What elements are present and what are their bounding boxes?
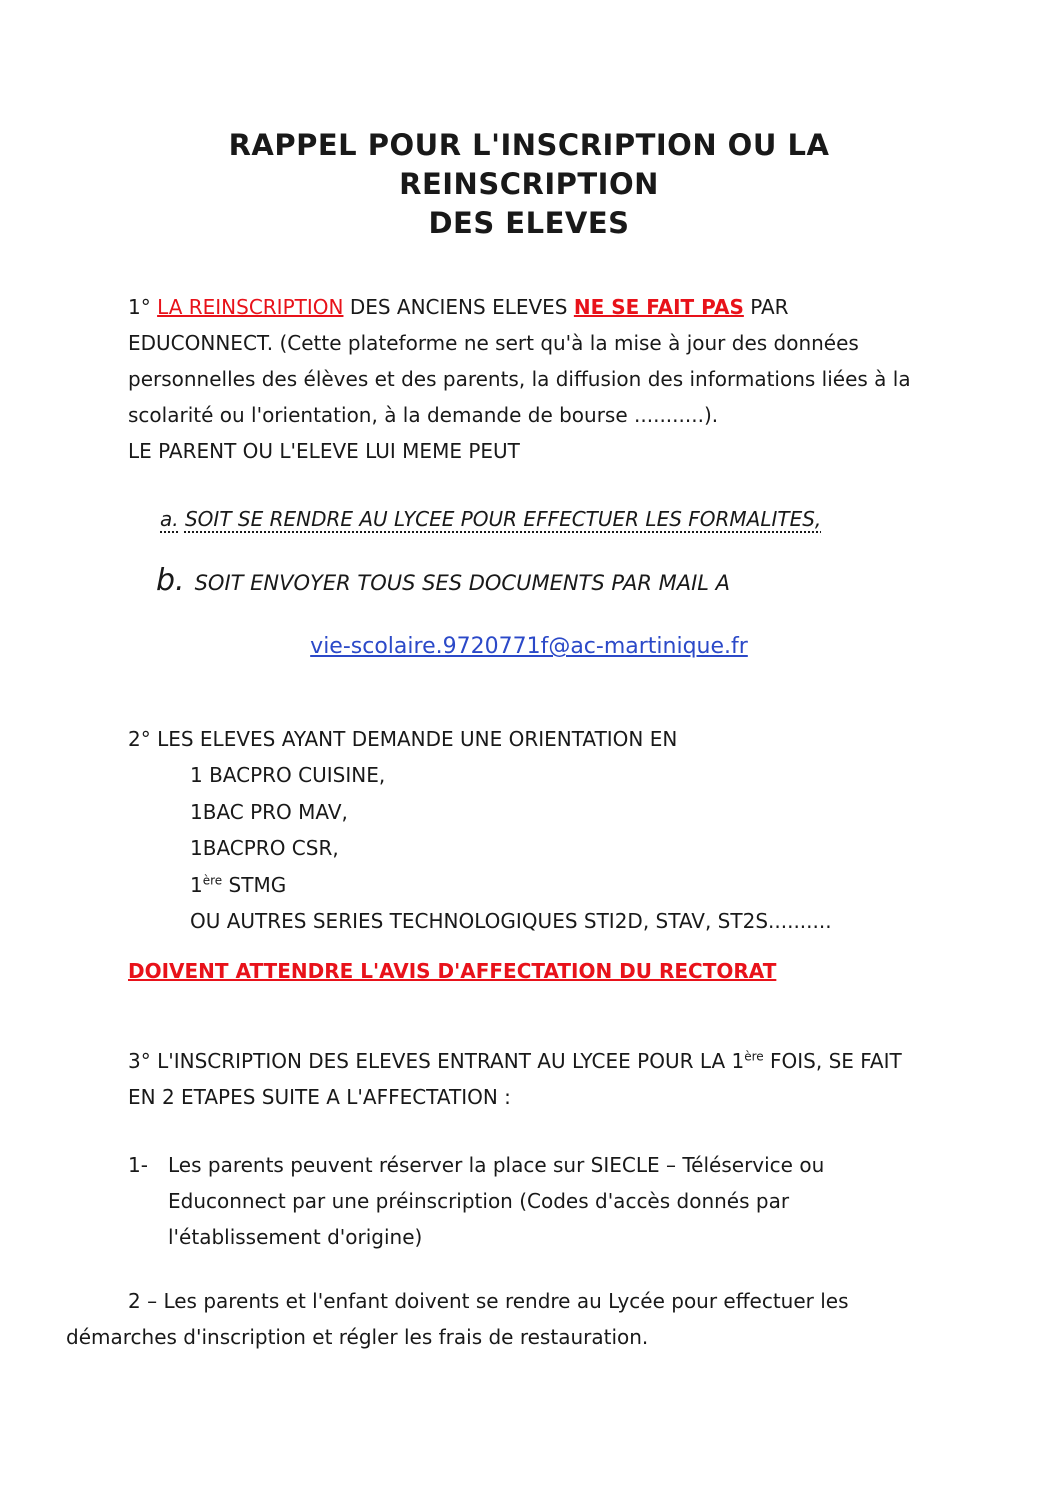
section3-heading-superscript: ère bbox=[744, 1049, 764, 1064]
list-item-bacpro-mav: 1BAC PRO MAV, bbox=[190, 799, 348, 824]
section1-red-reinscription: LA REINSCRIPTION bbox=[157, 295, 344, 320]
list-item-bacpro-csr: 1BACPRO CSR, bbox=[190, 836, 339, 861]
section3-heading bbox=[128, 1043, 930, 1115]
section1-text-2: PAR EDUCONNECT. (Cette plateforme ne sert qu'à la mise à jour des données personnelles des élèves et des parents, la diffusion des informations liées à la scolarité ou l'orientation, à la demande de bourse ...........). bbox=[128, 295, 911, 428]
section1-number: 1° bbox=[128, 295, 158, 320]
stmg-superscript: ère bbox=[202, 872, 223, 887]
step-1 bbox=[128, 1147, 930, 1255]
stmg-rest: STMG bbox=[222, 872, 287, 897]
list-item-stmg bbox=[190, 867, 930, 903]
email-link[interactable]: vie-scolaire.9720771f@ac-martinique.fr bbox=[310, 634, 748, 660]
list-item-bacpro-cuisine: 1 BACPRO CUISINE, bbox=[190, 763, 386, 788]
option-b bbox=[156, 563, 930, 598]
step-1-label: 1- bbox=[128, 1153, 148, 1178]
option-a bbox=[160, 503, 930, 535]
list-item-autres-series: OU AUTRES SERIES TECHNOLOGIQUES STI2D, STAV, ST2S.......... bbox=[190, 908, 832, 933]
option-b-text: SOIT ENVOYER TOUS SES DOCUMENTS PAR MAIL A bbox=[194, 571, 731, 596]
section1-red-ne-se-fait-pas: NE SE FAIT PAS bbox=[573, 295, 744, 320]
step-1-text: Les parents peuvent réserver la place sur SIECLE – Téléservice ou Educonnect par une préinscription (Codes d'accès donnés par l'établissement d'origine) bbox=[168, 1153, 825, 1250]
section3-heading-text-2: FOIS, SE FAIT EN 2 ETAPES SUITE A L'AFFECTATION : bbox=[128, 1049, 902, 1110]
section1-text-1: DES ANCIENS ELEVES bbox=[343, 295, 574, 320]
stmg-number: 1 bbox=[190, 872, 203, 897]
option-a-text: SOIT SE RENDRE AU LYCEE POUR EFFECTUER LES FORMALITES, bbox=[184, 507, 822, 532]
step-2: 2 – Les parents et l'enfant doivent se rendre au Lycée pour effectuer les démarches d'inscription et régler les frais de restauration. bbox=[66, 1289, 849, 1350]
section2-warning: DOIVENT ATTENDRE L'AVIS D'AFFECTATION DU RECTORAT bbox=[128, 959, 777, 984]
email-line bbox=[128, 634, 930, 659]
option-a-label: a. bbox=[160, 507, 179, 532]
section1-line2: LE PARENT OU L'ELEVE LUI MEME PEUT bbox=[128, 439, 520, 464]
section1-paragraph bbox=[128, 289, 930, 433]
title-line-2: DES ELEVES bbox=[428, 206, 630, 241]
section2-list bbox=[190, 757, 930, 939]
option-b-label: b. bbox=[156, 563, 185, 599]
document-title bbox=[128, 126, 930, 243]
section2-heading: 2° LES ELEVES AYANT DEMANDE UNE ORIENTATION EN bbox=[128, 727, 678, 752]
title-line-1: RAPPEL POUR L'INSCRIPTION OU LA REINSCRIPTION bbox=[228, 128, 830, 202]
section3-heading-text-1: 3° L'INSCRIPTION DES ELEVES ENTRANT AU LYCEE POUR LA 1 bbox=[128, 1049, 745, 1074]
